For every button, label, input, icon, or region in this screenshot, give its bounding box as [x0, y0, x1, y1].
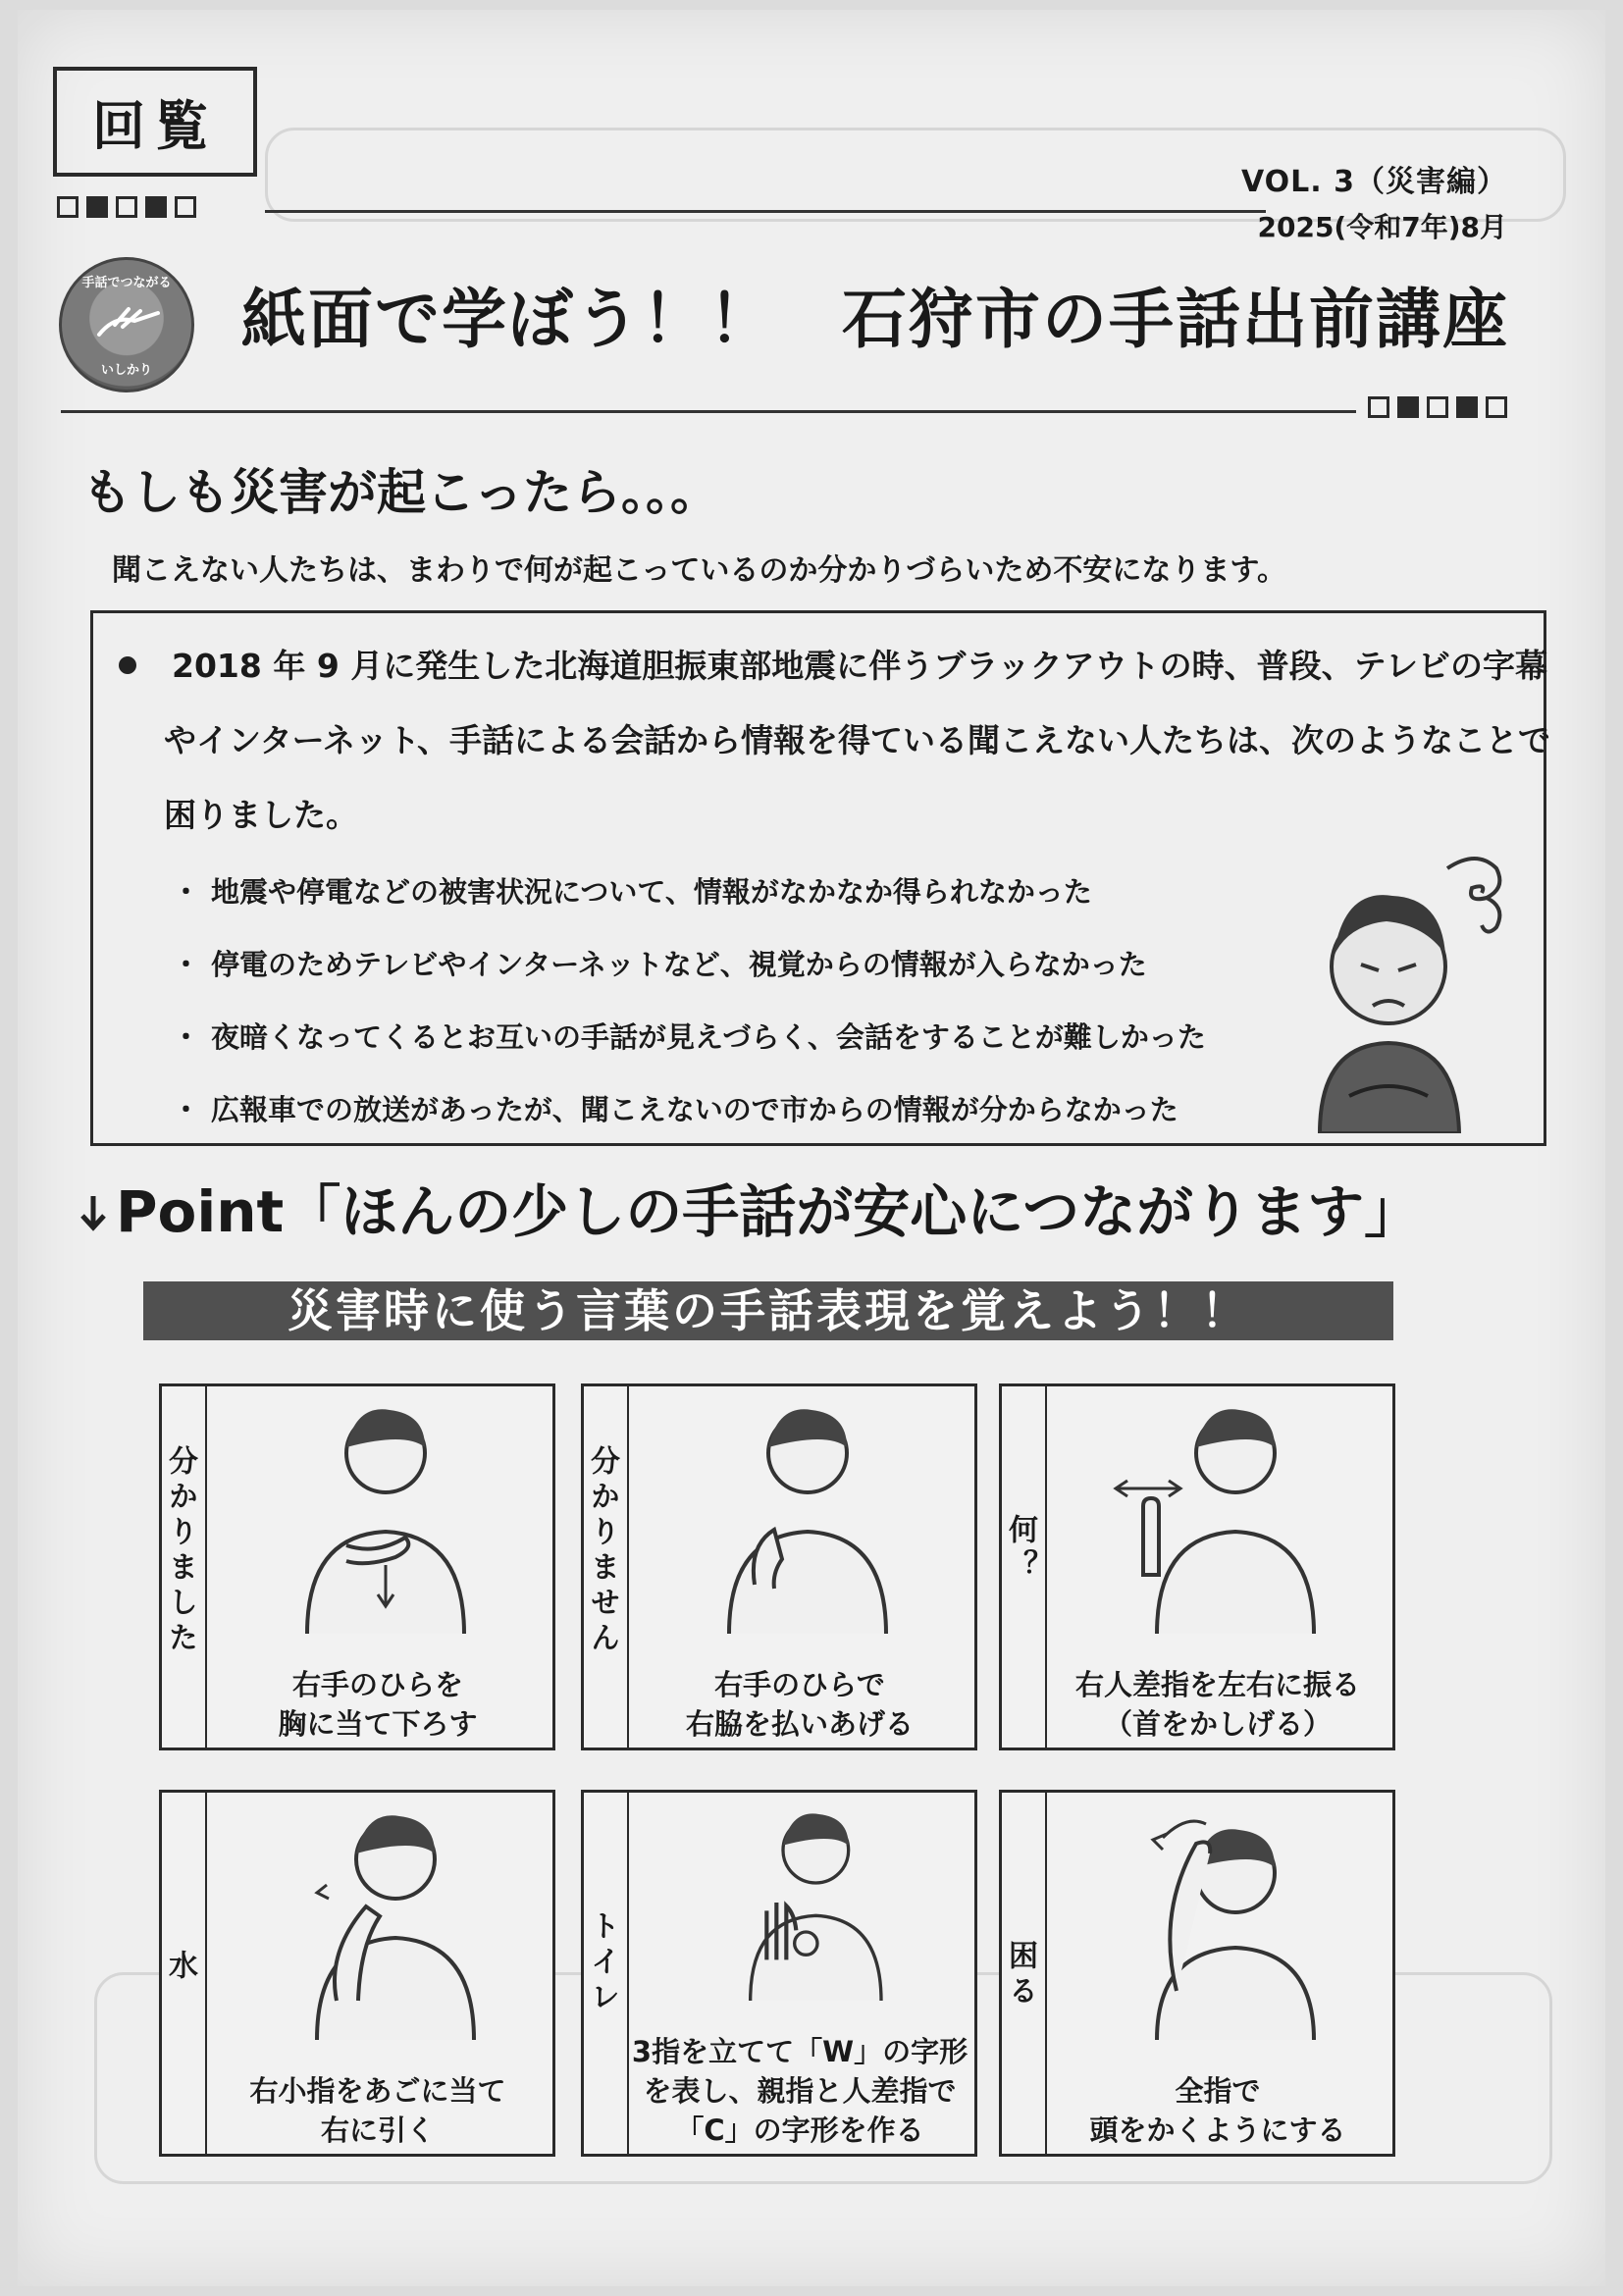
- sign-card: [159, 1383, 555, 1750]
- sign-description: [1047, 1665, 1388, 1744]
- person-signing-illustration: [660, 1398, 955, 1634]
- sign-card: [159, 1790, 555, 2157]
- sign-description: [207, 1665, 549, 1744]
- list-item: [172, 1088, 1178, 1128]
- info-line: やインターネット、手話による会話から情報を得ている聞こえない人たちは、次のようなことで: [164, 721, 1551, 759]
- point-prefix: Point: [116, 1178, 285, 1245]
- sign-word: 分かりません: [585, 1445, 619, 1657]
- person-signing-illustration: [660, 1804, 955, 2001]
- desc-line: 右手のひらを: [291, 1668, 463, 1701]
- header-rule: [265, 210, 1266, 213]
- list-item-text: 地震や停電などの被害状況について、情報がなかなか得られなかった: [211, 875, 1092, 909]
- point-text: 「ほんの少しの手話が安心につながります」: [284, 1178, 1422, 1245]
- list-item-text: 広報車での放送があったが、聞こえないので市からの情報が分からなかった: [211, 1093, 1178, 1126]
- info-line: 2018 年 9 月に発生した北海道胆振東部地震に伴うブラックアウトの時、普段、テレビの字幕: [172, 647, 1547, 685]
- title-rule: [61, 410, 1356, 413]
- sign-card: [581, 1383, 977, 1750]
- desc-line: 胸に当て下ろす: [278, 1707, 478, 1741]
- sign-language-logo: [59, 257, 194, 392]
- list-marker: ・: [172, 875, 201, 909]
- person-signing-illustration: [1078, 1398, 1373, 1634]
- earthquake-info-box: [90, 610, 1551, 1146]
- square-filled-icon: [1456, 396, 1478, 418]
- square-icon: [175, 196, 196, 218]
- desc-line: 右手のひらで: [714, 1668, 885, 1701]
- logo-top-text: 手話でつながる: [81, 276, 172, 290]
- info-line: 困りました。: [164, 796, 358, 834]
- list-item: [172, 943, 1147, 983]
- intro-text: 聞こえない人たちは、まわりで何が起こっているのか分かりづらいため不安になります。: [112, 553, 1286, 588]
- desc-line: 頭をかくようにする: [1089, 2113, 1346, 2147]
- person-signing-illustration: [1078, 1804, 1373, 2040]
- square-icon: [1368, 396, 1389, 418]
- signs-banner: 災害時に使う言葉の手話表現を覚えよう！！: [143, 1281, 1393, 1340]
- square-icon: [57, 196, 79, 218]
- list-item-text: 夜暗くなってくるとお互いの手話が見えづらく、会話をすることが難しかった: [211, 1020, 1206, 1054]
- person-signing-illustration: [238, 1398, 533, 1634]
- square-icon: [116, 196, 137, 218]
- desc-line: 「C」の字形を作る: [675, 2113, 924, 2147]
- sign-word: 困る: [1003, 1940, 1037, 2010]
- sign-card: [999, 1383, 1395, 1750]
- sign-description: [629, 1665, 970, 1744]
- logo-bottom-text: いしかり: [100, 363, 152, 378]
- list-item: [172, 870, 1092, 911]
- square-filled-icon: [145, 196, 167, 218]
- desc-line: （首をかしげる）: [1103, 1707, 1332, 1741]
- person-signing-illustration: [238, 1804, 533, 2040]
- list-marker: ・: [172, 948, 201, 981]
- volume-label: VOL. 3（災害編）: [1240, 165, 1507, 199]
- sign-card: [581, 1790, 977, 2157]
- square-icon: [1427, 396, 1448, 418]
- section-heading: もしも災害が起こったら。。。: [82, 464, 719, 521]
- sign-word: トイレ: [585, 1910, 619, 2016]
- square-ornament: [57, 196, 196, 218]
- sign-card: [999, 1790, 1395, 2157]
- page-title: 紙面で学ぼう！！ 石狩市の手話出前講座: [241, 282, 1509, 357]
- sign-description: [207, 2071, 549, 2150]
- desc-line: を表し、親指と人差指で: [643, 2074, 957, 2108]
- desc-line: 右脇を払いあげる: [685, 1707, 914, 1741]
- worried-person-illustration: [1290, 839, 1545, 1133]
- square-icon: [1486, 396, 1507, 418]
- desc-line: 右に引く: [320, 2113, 435, 2147]
- desc-line: 右小指をあごに当て: [249, 2074, 506, 2108]
- desc-line: 3指を立てて「W」の字形: [631, 2035, 969, 2068]
- square-ornament: [1368, 396, 1507, 418]
- issue-date: 2025(令和7年)8月: [1257, 211, 1507, 243]
- list-marker: ・: [172, 1020, 201, 1054]
- bullet-icon: [119, 656, 136, 674]
- list-marker: ・: [172, 1093, 201, 1126]
- point-heading: [77, 1166, 1421, 1248]
- list-item: [172, 1016, 1206, 1056]
- sign-description: [629, 2032, 970, 2150]
- hand-icon: [95, 305, 164, 344]
- sign-word: 水: [163, 1950, 197, 1985]
- square-filled-icon: [86, 196, 108, 218]
- sign-description: [1047, 2071, 1388, 2150]
- desc-line: 右人差指を左右に振る: [1074, 1668, 1360, 1701]
- sign-word: 何？: [1003, 1514, 1037, 1585]
- square-filled-icon: [1397, 396, 1419, 418]
- kairan-label: 回覧: [53, 67, 257, 177]
- arrow-down-icon: [77, 1178, 116, 1245]
- list-item-text: 停電のためテレビやインターネットなど、視覚からの情報が入らなかった: [211, 948, 1147, 981]
- desc-line: 全指で: [1175, 2074, 1261, 2108]
- sign-word: 分かりました: [163, 1445, 197, 1657]
